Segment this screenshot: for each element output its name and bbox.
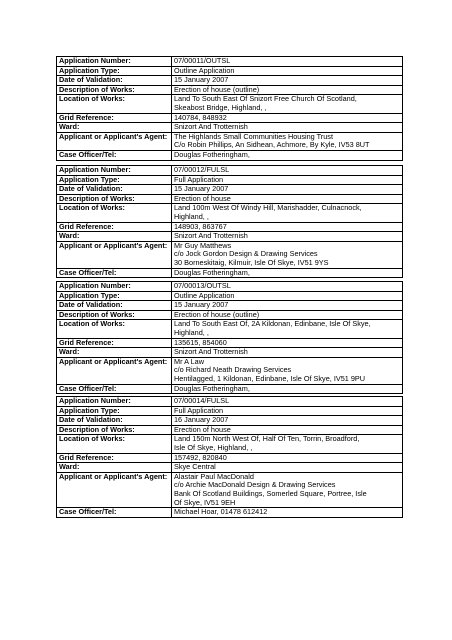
row-description-of-works [57, 425, 403, 435]
row-application-number [57, 57, 403, 67]
label-date-of-validation: Date of Validation: [57, 301, 172, 311]
value-location-of-works [172, 320, 403, 338]
row-location-of-works [57, 204, 403, 222]
row-case-officer [57, 150, 403, 160]
row-grid-reference [57, 113, 403, 123]
location-line: Land 100m West Of Windy Hill, Marishadder, Culnacnock, [174, 203, 362, 213]
row-grid-reference [57, 222, 403, 232]
row-location-of-works [57, 435, 403, 453]
row-case-officer [57, 384, 403, 394]
location-line: Skeabost Bridge, Highland, , [174, 102, 267, 112]
value-applicant [172, 241, 403, 268]
location-line: Isle Of Skye, Highland, , [174, 442, 253, 452]
label-description-of-works: Description of Works: [57, 310, 172, 320]
value-case-officer: Michael Hoar, 01478 612412 [172, 508, 403, 518]
label-application-number: Application Number: [57, 397, 172, 407]
row-location-of-works [57, 320, 403, 338]
label-applicant: Applicant or Applicant's Agent: [57, 472, 172, 507]
value-application-number: 07/00012/FULSL [172, 166, 403, 176]
applicant-line: Of Skye, IV51 9EH [174, 497, 236, 507]
value-date-of-validation: 15 January 2007 [172, 76, 403, 86]
value-date-of-validation: 15 January 2007 [172, 185, 403, 195]
label-grid-reference: Grid Reference: [57, 113, 172, 123]
location-line: Land To South East Of Snizort Free Church Of Scotland, [174, 94, 357, 104]
location-line: Highland, , [174, 327, 209, 337]
row-date-of-validation [57, 185, 403, 195]
location-line: Highland, , [174, 211, 209, 221]
label-case-officer: Case Officer/Tel: [57, 508, 172, 518]
row-application-type [57, 66, 403, 76]
value-grid-reference: 135615, 854060 [172, 338, 403, 348]
label-location-of-works: Location of Works: [57, 95, 172, 113]
row-grid-reference [57, 453, 403, 463]
application-table [56, 281, 403, 394]
applicant-line: Mr Guy Matthews [174, 241, 232, 250]
value-application-number: 07/00013/OUTSL [172, 282, 403, 292]
value-application-number: 07/00014/FULSL [172, 397, 403, 407]
value-description-of-works: Erection of house (outline) [172, 310, 403, 320]
value-grid-reference: 148903, 863767 [172, 222, 403, 232]
applicant-line: Alastair Paul MacDonald [174, 472, 254, 481]
label-description-of-works: Description of Works: [57, 194, 172, 204]
application-table [56, 56, 403, 161]
location-line: Land To South East Of, 2A Kildonan, Edinbane, Isle Of Skye, [174, 319, 371, 329]
label-application-type: Application Type: [57, 406, 172, 416]
label-description-of-works: Description of Works: [57, 425, 172, 435]
row-applicant [57, 241, 403, 268]
location-line: Land 150m North West Of, Half Of Ten, Torrin, Broadford, [174, 434, 360, 444]
value-grid-reference: 140784, 848932 [172, 113, 403, 123]
value-case-officer: Douglas Fotheringham, [172, 268, 403, 278]
value-ward: Snizort And Trotternish [172, 348, 403, 358]
label-grid-reference: Grid Reference: [57, 338, 172, 348]
value-case-officer: Douglas Fotheringham, [172, 384, 403, 394]
applicant-line: Bank Of Scotland Buildings, Somerled Square, Portree, Isle [174, 488, 367, 498]
label-application-number: Application Number: [57, 57, 172, 67]
value-ward: Skye Central [172, 463, 403, 473]
value-location-of-works [172, 95, 403, 113]
applicant-line: Hentilagged, 1 Kildonan, Edinbane, Isle Of Skye, IV51 9PU [174, 373, 366, 383]
label-date-of-validation: Date of Validation: [57, 76, 172, 86]
value-date-of-validation: 16 January 2007 [172, 416, 403, 426]
value-applicant [172, 132, 403, 150]
value-grid-reference: 157492, 820840 [172, 453, 403, 463]
applicant-line: 30 Borneskitaig, Kilmuir, Isle Of Skye, IV51 9YS [174, 257, 329, 267]
label-case-officer: Case Officer/Tel: [57, 150, 172, 160]
applicant-line: The Highlands Small Communities Housing Trust [174, 132, 333, 141]
applicant-line: c/o Archie MacDonald Design & Drawing Services [174, 480, 336, 490]
row-description-of-works [57, 194, 403, 204]
label-date-of-validation: Date of Validation: [57, 416, 172, 426]
row-applicant [57, 132, 403, 150]
label-application-type: Application Type: [57, 175, 172, 185]
row-ward [57, 348, 403, 358]
value-description-of-works: Erection of house [172, 194, 403, 204]
label-application-number: Application Number: [57, 166, 172, 176]
application-record [56, 281, 396, 394]
row-ward [57, 123, 403, 133]
row-date-of-validation [57, 301, 403, 311]
value-case-officer: Douglas Fotheringham, [172, 150, 403, 160]
row-ward [57, 232, 403, 242]
application-record [56, 396, 396, 518]
row-application-type [57, 175, 403, 185]
value-location-of-works [172, 435, 403, 453]
label-location-of-works: Location of Works: [57, 320, 172, 338]
value-description-of-works: Erection of house [172, 425, 403, 435]
applicant-line: c/o Richard Neath Drawing Services [174, 365, 292, 375]
row-location-of-works [57, 95, 403, 113]
label-date-of-validation: Date of Validation: [57, 185, 172, 195]
applicant-line: C/o Robin Phillips, An Sidhean, Achmore, By Kyle, IV53 8UT [174, 140, 370, 150]
row-case-officer [57, 508, 403, 518]
row-date-of-validation [57, 416, 403, 426]
value-application-type: Outline Application [172, 291, 403, 301]
value-location-of-works [172, 204, 403, 222]
value-application-type: Full Application [172, 406, 403, 416]
label-application-type: Application Type: [57, 66, 172, 76]
label-location-of-works: Location of Works: [57, 435, 172, 453]
label-application-type: Application Type: [57, 291, 172, 301]
applicant-line: Mr A Law [174, 357, 205, 366]
row-grid-reference [57, 338, 403, 348]
label-ward: Ward: [57, 123, 172, 133]
value-description-of-works: Erection of house (outline) [172, 85, 403, 95]
label-applicant: Applicant or Applicant's Agent: [57, 357, 172, 384]
label-ward: Ward: [57, 232, 172, 242]
value-ward: Snizort And Trotternish [172, 232, 403, 242]
label-case-officer: Case Officer/Tel: [57, 384, 172, 394]
value-applicant [172, 472, 403, 507]
row-ward [57, 463, 403, 473]
label-location-of-works: Location of Works: [57, 204, 172, 222]
value-application-type: Full Application [172, 175, 403, 185]
value-application-number: 07/00011/OUTSL [172, 57, 403, 67]
label-grid-reference: Grid Reference: [57, 222, 172, 232]
application-record [56, 165, 396, 278]
row-description-of-works [57, 85, 403, 95]
row-application-number [57, 282, 403, 292]
row-applicant [57, 472, 403, 507]
applicant-line: c/o Jock Gordon Design & Drawing Services [174, 249, 318, 259]
label-application-number: Application Number: [57, 282, 172, 292]
application-table [56, 165, 403, 278]
label-ward: Ward: [57, 348, 172, 358]
row-application-number [57, 397, 403, 407]
row-application-type [57, 406, 403, 416]
label-description-of-works: Description of Works: [57, 85, 172, 95]
label-case-officer: Case Officer/Tel: [57, 268, 172, 278]
row-case-officer [57, 268, 403, 278]
label-ward: Ward: [57, 463, 172, 473]
row-application-type [57, 291, 403, 301]
label-applicant: Applicant or Applicant's Agent: [57, 132, 172, 150]
application-table [56, 396, 403, 518]
value-date-of-validation: 15 January 2007 [172, 301, 403, 311]
value-ward: Snizort And Trotternish [172, 123, 403, 133]
row-application-number [57, 166, 403, 176]
label-applicant: Applicant or Applicant's Agent: [57, 241, 172, 268]
value-application-type: Outline Application [172, 66, 403, 76]
row-description-of-works [57, 310, 403, 320]
row-date-of-validation [57, 76, 403, 86]
label-grid-reference: Grid Reference: [57, 453, 172, 463]
application-record [56, 56, 396, 161]
value-applicant [172, 357, 403, 384]
row-applicant [57, 357, 403, 384]
